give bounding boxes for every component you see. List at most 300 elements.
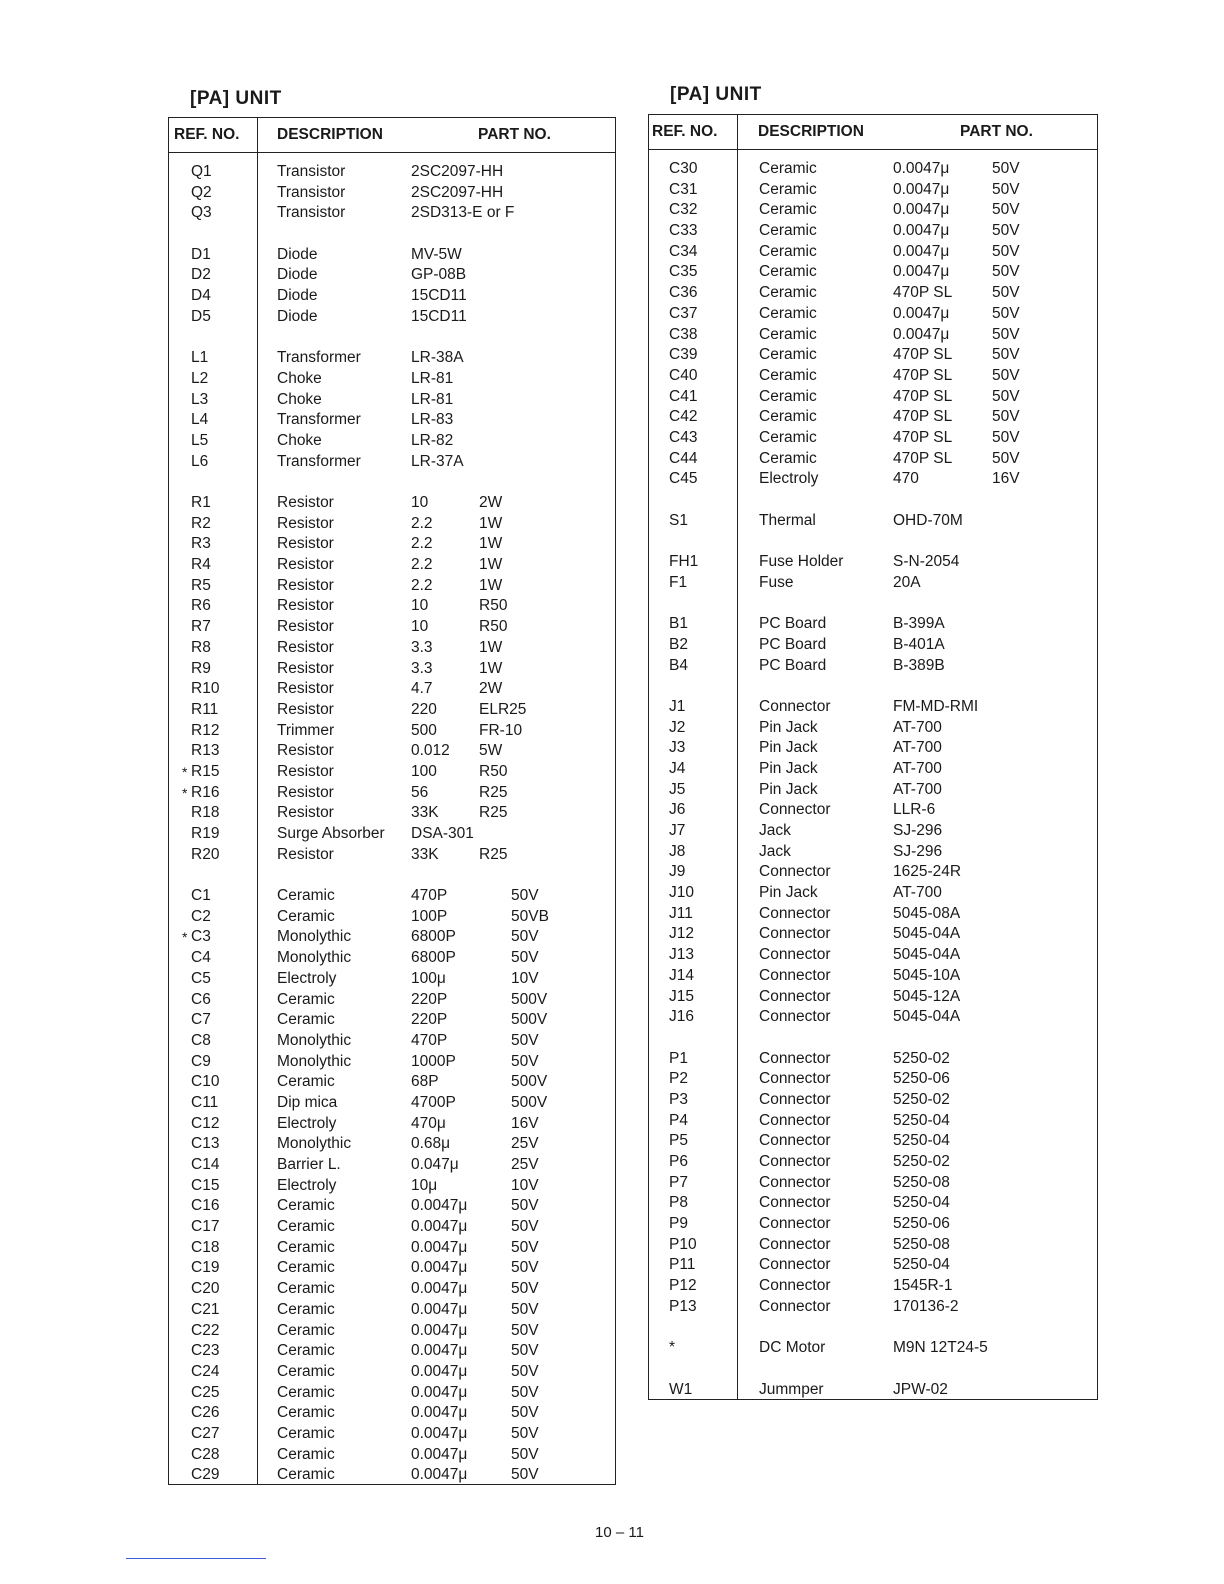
- description-cell: Ceramic: [277, 1445, 335, 1463]
- rating-cell: 50V: [992, 304, 1020, 322]
- part-number-cell: 56: [411, 783, 429, 801]
- ref-cell: J9: [669, 863, 686, 881]
- table-row: [169, 1341, 615, 1362]
- ref-cell: L2: [191, 369, 209, 387]
- ref-cell: J15: [669, 987, 694, 1005]
- rating-cell: R25: [479, 845, 508, 863]
- description-cell: Resistor: [277, 845, 334, 863]
- rating-cell: 50V: [992, 242, 1020, 260]
- part-number-cell: 3.3: [411, 638, 433, 656]
- table-row: [649, 780, 1097, 801]
- ref-cell: Q1: [191, 163, 212, 180]
- table-row: [169, 1279, 615, 1300]
- spacer-row: [649, 1359, 1097, 1380]
- part-number-cell: 6800P: [411, 928, 456, 946]
- ref-cell: R11: [191, 700, 219, 718]
- part-number-cell: 0.0047μ: [893, 201, 950, 219]
- ref-cell: C16: [191, 1197, 220, 1215]
- part-number-cell: 5045-10A: [893, 966, 961, 984]
- ref-cell: P4: [669, 1111, 688, 1129]
- ref-cell: Q3: [191, 204, 212, 222]
- footer-rule: [126, 1558, 266, 1559]
- table-row: [649, 1111, 1097, 1132]
- description-cell: Electroly: [759, 470, 819, 488]
- part-number-cell: B-401A: [893, 635, 945, 653]
- part-number-cell: 0.0047μ: [411, 1321, 468, 1339]
- part-number-cell: 10μ: [411, 1176, 438, 1194]
- ref-cell: C17: [191, 1218, 220, 1236]
- ref-cell: C8: [191, 1031, 211, 1049]
- part-number-cell: 470P SL: [893, 449, 953, 467]
- description-cell: Ceramic: [759, 242, 817, 260]
- ref-cell: C23: [191, 1342, 220, 1360]
- table-row: [169, 907, 615, 928]
- part-number-cell: 2SC2097-HH: [411, 183, 504, 201]
- part-number-cell: 100μ: [411, 969, 446, 987]
- ref-cell: J13: [669, 946, 694, 964]
- description-cell: Transformer: [277, 349, 361, 367]
- table-row: [649, 262, 1097, 283]
- part-number-cell: LR-83: [411, 411, 454, 429]
- description-cell: Electroly: [277, 1176, 337, 1194]
- table-row: [169, 886, 615, 907]
- part-number-cell: 470P SL: [893, 387, 953, 405]
- description-cell: Monolythic: [277, 949, 352, 967]
- description-cell: Connector: [759, 1173, 831, 1191]
- part-number-cell: 0.047μ: [411, 1156, 459, 1173]
- table-row: [649, 552, 1097, 573]
- part-number-cell: 470P SL: [893, 366, 953, 384]
- description-cell: Ceramic: [759, 263, 817, 281]
- table-row: [169, 162, 615, 183]
- ref-cell: R4: [191, 556, 211, 574]
- table-row: [649, 200, 1097, 221]
- table-row: [649, 428, 1097, 449]
- description-cell: Pin Jack: [759, 884, 818, 902]
- ref-cell: J7: [669, 822, 686, 839]
- ref-cell: B1: [669, 615, 688, 633]
- ref-cell: D1: [191, 245, 211, 263]
- part-number-cell: JPW-02: [893, 1380, 948, 1398]
- ref-cell: P5: [669, 1132, 688, 1150]
- rating-cell: 50V: [992, 201, 1020, 219]
- description-cell: Ceramic: [277, 1404, 335, 1422]
- part-number-cell: 5250-08: [893, 1235, 950, 1253]
- ref-cell: C4: [191, 949, 211, 967]
- table-row: [169, 369, 615, 390]
- table-row: [169, 783, 615, 804]
- part-number-cell: 5250-08: [893, 1173, 950, 1191]
- part-number-cell: 20A: [893, 573, 921, 591]
- table-row: [649, 1090, 1097, 1111]
- part-number-cell: LR-38A: [411, 349, 464, 367]
- description-cell: Resistor: [277, 556, 334, 574]
- part-number-cell: AT-700: [893, 739, 942, 757]
- right-header-ref: REF. NO.: [652, 123, 718, 140]
- part-number-cell: 10: [411, 618, 429, 636]
- ref-cell: C5: [191, 969, 211, 987]
- description-cell: PC Board: [759, 656, 827, 674]
- rating-cell: 500V: [511, 1011, 548, 1029]
- spacer-row: [169, 865, 615, 886]
- part-number-cell: 0.0047μ: [893, 160, 950, 177]
- description-cell: Connector: [759, 1215, 831, 1233]
- description-cell: Diode: [277, 307, 318, 325]
- ref-cell: R8: [191, 638, 211, 656]
- ref-cell: C13: [191, 1135, 220, 1153]
- ref-cell: C21: [191, 1300, 220, 1318]
- ref-cell: P7: [669, 1173, 688, 1191]
- ref-cell: D5: [191, 307, 211, 325]
- spacer-row: [649, 1318, 1097, 1339]
- description-cell: Ceramic: [759, 428, 817, 446]
- rating-cell: 1W: [479, 659, 503, 677]
- ref-cell: C9: [191, 1052, 211, 1070]
- part-number-cell: SJ-296: [893, 842, 943, 860]
- ref-cell: R1: [191, 494, 211, 511]
- rating-cell: 50V: [511, 928, 539, 946]
- part-number-cell: 4.7: [411, 680, 433, 698]
- table-row: [169, 245, 615, 266]
- description-cell: Ceramic: [277, 990, 335, 1008]
- left-header-part-no: PART NO.: [478, 126, 551, 143]
- rating-cell: 50V: [992, 387, 1020, 405]
- table-row: [169, 1465, 615, 1486]
- rating-cell: 25V: [511, 1135, 539, 1153]
- ref-cell: R18: [191, 804, 220, 822]
- part-number-cell: B-389B: [893, 656, 945, 674]
- description-cell: Ceramic: [277, 1342, 335, 1360]
- rating-cell: 50V: [992, 284, 1020, 302]
- table-row: [169, 1403, 615, 1424]
- description-cell: Ceramic: [277, 1197, 335, 1215]
- ref-cell: P6: [669, 1153, 688, 1170]
- ref-cell: C44: [669, 449, 698, 467]
- rating-cell: 50V: [992, 222, 1020, 240]
- table-row: [649, 821, 1097, 842]
- ref-cell: R6: [191, 597, 211, 615]
- part-number-cell: 0.0047μ: [893, 242, 950, 260]
- spacer-row: [649, 593, 1097, 614]
- table-row: [649, 1380, 1097, 1401]
- part-number-cell: 0.0047μ: [411, 1404, 468, 1422]
- table-row: [169, 845, 615, 866]
- ref-cell: FH1: [669, 553, 699, 571]
- table-row: [169, 659, 615, 680]
- part-number-cell: 2.2: [411, 514, 433, 532]
- description-cell: Connector: [759, 1194, 831, 1212]
- table-row: [169, 1258, 615, 1279]
- ref-cell: C22: [191, 1321, 220, 1339]
- description-cell: Ceramic: [277, 1218, 335, 1236]
- table-row: [649, 221, 1097, 242]
- ref-cell: C3: [191, 928, 211, 946]
- part-number-cell: 0.0047μ: [893, 325, 950, 343]
- description-cell: Choke: [277, 369, 322, 387]
- rating-cell: 50V: [511, 1218, 539, 1236]
- ref-cell: J14: [669, 966, 694, 984]
- table-row: [169, 741, 615, 762]
- part-number-cell: 0.0047μ: [411, 1197, 468, 1215]
- table-row: [169, 1010, 615, 1031]
- part-number-cell: 470P: [411, 1031, 448, 1049]
- ref-cell: C45: [669, 470, 698, 488]
- table-row: [169, 348, 615, 369]
- ref-cell: C1: [191, 887, 211, 905]
- ref-cell: C40: [669, 366, 698, 384]
- ref-cell: R9: [191, 659, 211, 677]
- ref-cell: J11: [669, 904, 693, 922]
- part-number-cell: 6800P: [411, 949, 456, 967]
- description-cell: Ceramic: [759, 222, 817, 240]
- table-row: [169, 431, 615, 452]
- ref-cell: C28: [191, 1445, 220, 1463]
- rating-cell: ELR25: [479, 700, 527, 718]
- rating-cell: 2W: [479, 494, 503, 511]
- part-number-cell: SJ-296: [893, 822, 943, 839]
- ref-cell: P8: [669, 1194, 688, 1212]
- table-row: [649, 656, 1097, 677]
- part-number-cell: LR-37A: [411, 452, 464, 470]
- ref-cell: C15: [191, 1176, 220, 1194]
- table-row: [169, 927, 615, 948]
- rating-cell: 50V: [511, 1404, 539, 1422]
- description-cell: Transformer: [277, 411, 361, 429]
- ref-cell: J1: [669, 697, 686, 715]
- part-number-cell: M9N 12T24-5: [893, 1339, 988, 1357]
- description-cell: Resistor: [277, 804, 334, 822]
- description-cell: Ceramic: [277, 1362, 335, 1380]
- ref-cell: C34: [669, 242, 698, 260]
- description-cell: Connector: [759, 1049, 831, 1067]
- ref-cell: C32: [669, 201, 698, 219]
- part-number-cell: DSA-301: [411, 825, 474, 842]
- asterisk-mark: *: [182, 784, 188, 801]
- rating-cell: 1W: [479, 638, 503, 656]
- part-number-cell: 5250-06: [893, 1215, 950, 1233]
- table-row: [169, 721, 615, 742]
- rating-cell: FR-10: [479, 721, 523, 739]
- rating-cell: 50V: [992, 325, 1020, 343]
- ref-cell: R20: [191, 845, 220, 863]
- rating-cell: R25: [479, 804, 508, 822]
- rating-cell: 50V: [992, 366, 1020, 384]
- table-row: [649, 387, 1097, 408]
- part-number-cell: 470P SL: [893, 284, 953, 302]
- right-header-description: DESCRIPTION: [758, 123, 864, 140]
- rating-cell: R50: [479, 597, 508, 615]
- rating-cell: 50V: [511, 887, 539, 905]
- description-cell: Ceramic: [759, 160, 817, 177]
- description-cell: Connector: [759, 801, 831, 819]
- table-row: [169, 493, 615, 514]
- description-cell: Ceramic: [277, 887, 335, 905]
- description-cell: Monolythic: [277, 1052, 352, 1070]
- left-parts-table: [168, 117, 616, 1485]
- table-row: [649, 469, 1097, 490]
- description-cell: Resistor: [277, 680, 334, 698]
- table-row: [649, 738, 1097, 759]
- left-header-ref: REF. NO.: [174, 126, 240, 143]
- rating-cell: 50V: [992, 160, 1020, 177]
- rating-cell: 25V: [511, 1156, 539, 1173]
- ref-cell: J10: [669, 884, 694, 902]
- part-number-cell: 5250-06: [893, 1070, 950, 1088]
- ref-cell: J5: [669, 780, 686, 798]
- rating-cell: 50V: [992, 263, 1020, 281]
- rating-cell: 500V: [511, 990, 548, 1008]
- part-number-cell: LR-82: [411, 431, 454, 449]
- description-cell: Resistor: [277, 638, 334, 656]
- left-unit-title: [PA] UNIT: [190, 88, 282, 109]
- table-row: [169, 617, 615, 638]
- page-number: 10 – 11: [595, 1524, 644, 1541]
- table-row: [169, 596, 615, 617]
- ref-cell: P3: [669, 1090, 688, 1108]
- table-row: [649, 366, 1097, 387]
- description-cell: Choke: [277, 390, 322, 408]
- table-row: [649, 1276, 1097, 1297]
- rating-cell: R50: [479, 618, 508, 636]
- table-row: [649, 345, 1097, 366]
- description-cell: Connector: [759, 1008, 831, 1026]
- part-number-cell: 0.0047μ: [411, 1300, 468, 1318]
- table-row: [649, 1152, 1097, 1173]
- description-cell: Monolythic: [277, 1135, 352, 1153]
- table-row: [169, 1155, 615, 1176]
- part-number-cell: 5045-12A: [893, 987, 961, 1005]
- table-row: [169, 762, 615, 783]
- table-row: [169, 265, 615, 286]
- description-cell: Pin Jack: [759, 739, 818, 757]
- part-number-cell: MV-5W: [411, 245, 462, 263]
- description-cell: Ceramic: [277, 1466, 335, 1484]
- table-row: [169, 638, 615, 659]
- part-number-cell: 0.0047μ: [411, 1342, 468, 1360]
- part-number-cell: 33K: [411, 804, 439, 822]
- part-number-cell: AT-700: [893, 759, 942, 777]
- part-number-cell: 0.0047μ: [411, 1466, 468, 1484]
- description-cell: PC Board: [759, 615, 827, 633]
- description-cell: Electroly: [277, 1114, 337, 1132]
- rating-cell: 50V: [511, 1466, 539, 1484]
- rating-cell: 1W: [479, 556, 503, 574]
- part-number-cell: 170136-2: [893, 1297, 959, 1315]
- part-number-cell: AT-700: [893, 884, 942, 902]
- description-cell: Surge Absorber: [277, 825, 385, 842]
- part-number-cell: 500: [411, 721, 437, 739]
- right-unit-title: [PA] UNIT: [670, 84, 762, 105]
- description-cell: Ceramic: [277, 1424, 335, 1442]
- part-number-cell: 10: [411, 494, 429, 511]
- ref-cell: C38: [669, 325, 698, 343]
- ref-cell: J12: [669, 925, 694, 943]
- part-number-cell: 0.68μ: [411, 1135, 451, 1153]
- description-cell: Resistor: [277, 535, 334, 553]
- left-header-description: DESCRIPTION: [277, 126, 383, 143]
- description-cell: Connector: [759, 1111, 831, 1129]
- ref-cell: C20: [191, 1280, 220, 1298]
- part-number-cell: 10: [411, 597, 429, 615]
- part-number-cell: AT-700: [893, 780, 942, 798]
- part-number-cell: 470μ: [411, 1114, 446, 1132]
- right-parts-table: [648, 114, 1098, 1400]
- description-cell: Ceramic: [759, 304, 817, 322]
- part-number-cell: 1625-24R: [893, 863, 962, 881]
- part-number-cell: 4700P: [411, 1093, 456, 1111]
- ref-cell: R16: [191, 783, 220, 801]
- table-row: [649, 883, 1097, 904]
- description-cell: Ceramic: [759, 284, 817, 302]
- description-cell: Resistor: [277, 659, 334, 677]
- table-row: [169, 410, 615, 431]
- table-row: [649, 511, 1097, 532]
- spacer-row: [649, 676, 1097, 697]
- part-number-cell: 0.0047μ: [411, 1445, 468, 1463]
- ref-cell: J4: [669, 759, 686, 777]
- description-cell: Diode: [277, 287, 318, 305]
- ref-cell: R3: [191, 535, 211, 553]
- description-cell: Ceramic: [277, 1259, 335, 1277]
- spacer-row: [649, 490, 1097, 511]
- table-row: [169, 1445, 615, 1466]
- part-number-cell: 2SD313-E or F: [411, 204, 515, 222]
- ref-cell: D4: [191, 287, 211, 305]
- ref-cell: R10: [191, 680, 220, 698]
- rating-cell: 50V: [992, 428, 1020, 446]
- ref-cell: P10: [669, 1235, 697, 1253]
- description-cell: Jack: [759, 822, 791, 839]
- part-number-cell: 2.2: [411, 535, 433, 553]
- part-number-cell: 220: [411, 700, 437, 718]
- ref-cell: C35: [669, 263, 698, 281]
- ref-cell: J8: [669, 842, 686, 860]
- table-row: [649, 800, 1097, 821]
- description-cell: Ceramic: [759, 325, 817, 343]
- rating-cell: 50V: [511, 1342, 539, 1360]
- table-row: [649, 1255, 1097, 1276]
- rating-cell: R25: [479, 783, 508, 801]
- rating-cell: 16V: [992, 470, 1020, 488]
- description-cell: Pin Jack: [759, 718, 818, 736]
- table-row: [649, 1235, 1097, 1256]
- ref-cell: C41: [669, 387, 698, 405]
- ref-cell: C31: [669, 180, 698, 198]
- description-cell: Ceramic: [759, 201, 817, 219]
- rating-cell: 10V: [511, 1176, 539, 1194]
- ref-cell: S1: [669, 511, 688, 529]
- ref-cell: R13: [191, 742, 220, 760]
- table-row: [649, 1131, 1097, 1152]
- ref-cell: C43: [669, 428, 698, 446]
- ref-cell: C37: [669, 304, 698, 322]
- table-row: [169, 969, 615, 990]
- description-cell: Ceramic: [277, 1321, 335, 1339]
- table-row: [169, 1300, 615, 1321]
- table-row: [169, 1093, 615, 1114]
- left-table-rows: [169, 162, 615, 1486]
- part-number-cell: S-N-2054: [893, 553, 960, 571]
- table-row: [649, 614, 1097, 635]
- ref-cell: R5: [191, 576, 211, 594]
- rating-cell: 5W: [479, 742, 503, 760]
- ref-cell: C25: [191, 1383, 220, 1401]
- table-row: [169, 1238, 615, 1259]
- description-cell: Resistor: [277, 494, 334, 511]
- ref-cell: P2: [669, 1070, 688, 1088]
- rating-cell: 50V: [511, 1424, 539, 1442]
- ref-cell: R12: [191, 721, 220, 739]
